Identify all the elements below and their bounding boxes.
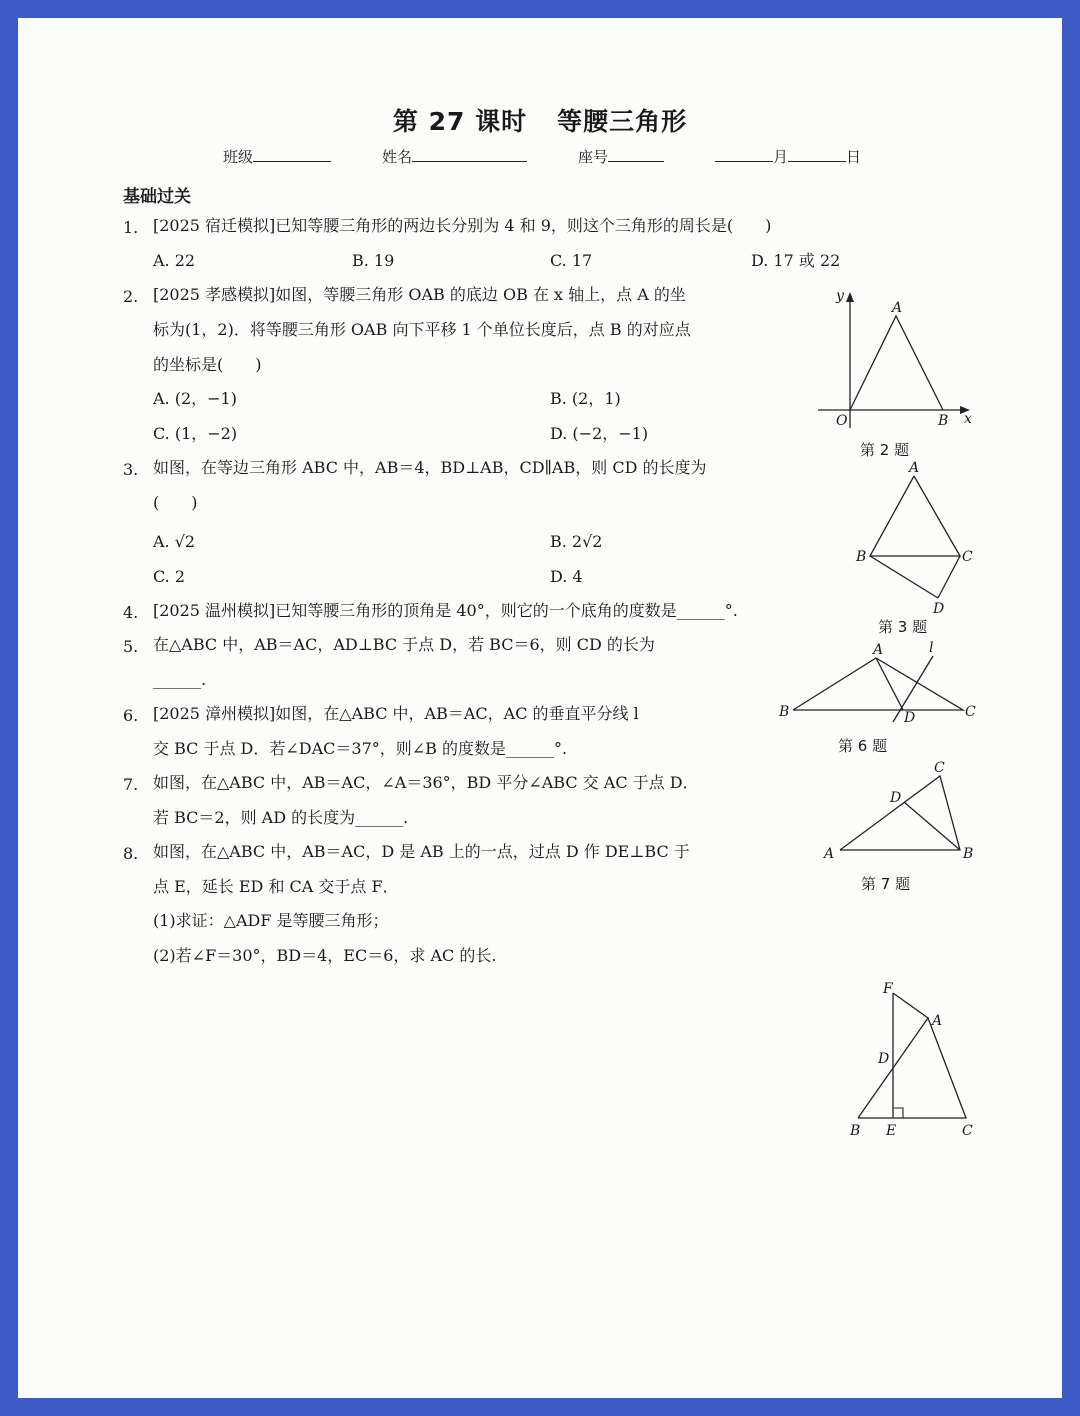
label-d: D [878, 1051, 890, 1067]
date-field[interactable]: 月 日 [715, 146, 861, 167]
figure-q7 [818, 758, 988, 868]
caption-q2: 第 2 题 [860, 441, 910, 459]
q8-part2: (2)若∠F＝30°，BD＝4，EC＝6，求 AC 的长. [153, 946, 497, 965]
q2-line2: 标为(1，2)．将等腰三角形 OAB 向下平移 1 个单位长度后，点 B 的对应点 [153, 320, 691, 339]
q7-line2: 若 BC＝2，则 AD 的长度为______. [153, 808, 409, 827]
q3-number: 3. [123, 460, 139, 479]
label-c: C [965, 704, 976, 720]
segment-cd [938, 556, 960, 598]
q8-line1: 如图，在△ABC 中，AB＝AC，D 是 AB 上的一点，过点 D 作 DE⊥BC 于 [153, 842, 690, 861]
q2-line1: [2025 孝感模拟]如图，等腰三角形 OAB 的底边 OB 在 x 轴上，点 A 的坐 [153, 285, 686, 304]
worksheet-page [18, 18, 1062, 1398]
q8-number: 8. [123, 844, 139, 863]
q1-option-b[interactable]: B. 19 [352, 251, 395, 270]
triangle-oab [850, 316, 943, 410]
label-a: A [892, 300, 903, 316]
segment-bd [870, 556, 938, 598]
caption-q7: 第 7 题 [861, 875, 911, 893]
label-b: B [850, 1123, 861, 1139]
label-c: C [962, 549, 973, 565]
q6-line2: 交 BC 于点 D．若∠DAC＝37°，则∠B 的度数是______°. [153, 739, 568, 758]
segment-bd [904, 802, 960, 850]
label-y: y [836, 288, 844, 304]
q3-option-b[interactable]: B. 2√2 [550, 532, 603, 551]
triangle-abc [858, 1018, 966, 1118]
lesson-topic: 等腰三角形 [557, 107, 688, 136]
q5-line2: ______. [153, 670, 207, 689]
caption-q6: 第 6 题 [838, 737, 888, 755]
triangle-abc [793, 658, 963, 710]
label-a: A [932, 1013, 943, 1029]
q8-line2: 点 E，延长 ED 和 CA 交于点 F． [153, 877, 399, 896]
q1-stem: [2025 宿迁模拟]已知等腰三角形的两边长分别为 4 和 9，则这个三角形的周长是( ) [153, 216, 772, 235]
label-b: B [856, 549, 867, 565]
q3-line2: ( ) [153, 493, 198, 512]
label-o: O [836, 413, 848, 429]
q6-number: 6. [123, 706, 139, 725]
q2-option-c[interactable]: C. (1，−2) [153, 424, 238, 443]
q2-line3: 的坐标是( ) [153, 355, 262, 374]
label-a: A [873, 642, 884, 658]
figure-q2 [808, 288, 988, 438]
q8-part1: (1)求证：△ADF 是等腰三角形； [153, 911, 389, 930]
label-b: B [938, 413, 949, 429]
figure-q6 [773, 638, 983, 728]
q3-line1: 如图，在等边三角形 ABC 中，AB＝4，BD⊥AB，CD∥AB，则 CD 的长度为 [153, 458, 707, 477]
seat-field[interactable]: 座号 [578, 146, 664, 167]
q6-line1: [2025 漳州模拟]如图，在△ABC 中，AB＝AC，AC 的垂直平分线 l [153, 704, 639, 723]
name-field[interactable]: 姓名 [382, 146, 527, 167]
figure-q3 [848, 458, 978, 618]
page-title [18, 102, 1062, 138]
q2-number: 2. [123, 287, 139, 306]
triangle-abc [870, 476, 960, 556]
label-f: F [883, 981, 893, 997]
q5-number: 5. [123, 637, 139, 656]
class-field[interactable]: 班级 [223, 146, 331, 167]
caption-q3: 第 3 题 [878, 618, 928, 636]
q5-line1: 在△ABC 中，AB＝AC，AD⊥BC 于点 D，若 BC＝6，则 CD 的长为 [153, 635, 655, 654]
y-axis-arrow [846, 292, 854, 302]
label-l: l [929, 640, 934, 656]
label-c: C [934, 760, 945, 776]
triangle-abc [840, 776, 960, 850]
lesson-number: 第 27 课时 [392, 107, 528, 136]
q3-option-a[interactable]: A. √2 [153, 532, 196, 551]
q3-option-d[interactable]: D. 4 [550, 567, 583, 586]
q1-option-d[interactable]: D. 17 或 22 [751, 251, 841, 270]
right-angle-mark [893, 1108, 903, 1118]
q4-line1: [2025 温州模拟]已知等腰三角形的顶角是 40°，则它的一个底角的度数是______°. [153, 601, 738, 620]
q7-number: 7. [123, 775, 139, 794]
label-d: D [904, 710, 916, 726]
segment-fa [893, 993, 928, 1018]
label-c: C [962, 1123, 973, 1139]
q2-option-d[interactable]: D. (−2，−1) [550, 424, 649, 443]
q4-number: 4. [123, 603, 139, 622]
figure-q8 [838, 973, 988, 1148]
label-b: B [779, 704, 790, 720]
label-a: A [909, 460, 920, 476]
q3-option-c[interactable]: C. 2 [153, 567, 186, 586]
q1-option-c[interactable]: C. 17 [550, 251, 593, 270]
q1-number: 1. [123, 218, 139, 237]
label-e: E [886, 1123, 897, 1139]
section-heading: 基础过关 [123, 187, 191, 207]
q2-option-a[interactable]: A. (2，−1) [153, 389, 237, 408]
q7-line1: 如图，在△ABC 中，AB＝AC，∠A＝36°，BD 平分∠ABC 交 AC 于点 D． [153, 773, 699, 792]
q1-option-a[interactable]: A. 22 [153, 251, 196, 270]
label-d: D [933, 601, 945, 617]
label-x: x [964, 411, 972, 427]
label-d: D [890, 790, 902, 806]
q2-option-b[interactable]: B. (2，1) [550, 389, 621, 408]
label-a: A [824, 846, 835, 862]
label-b: B [963, 846, 974, 862]
